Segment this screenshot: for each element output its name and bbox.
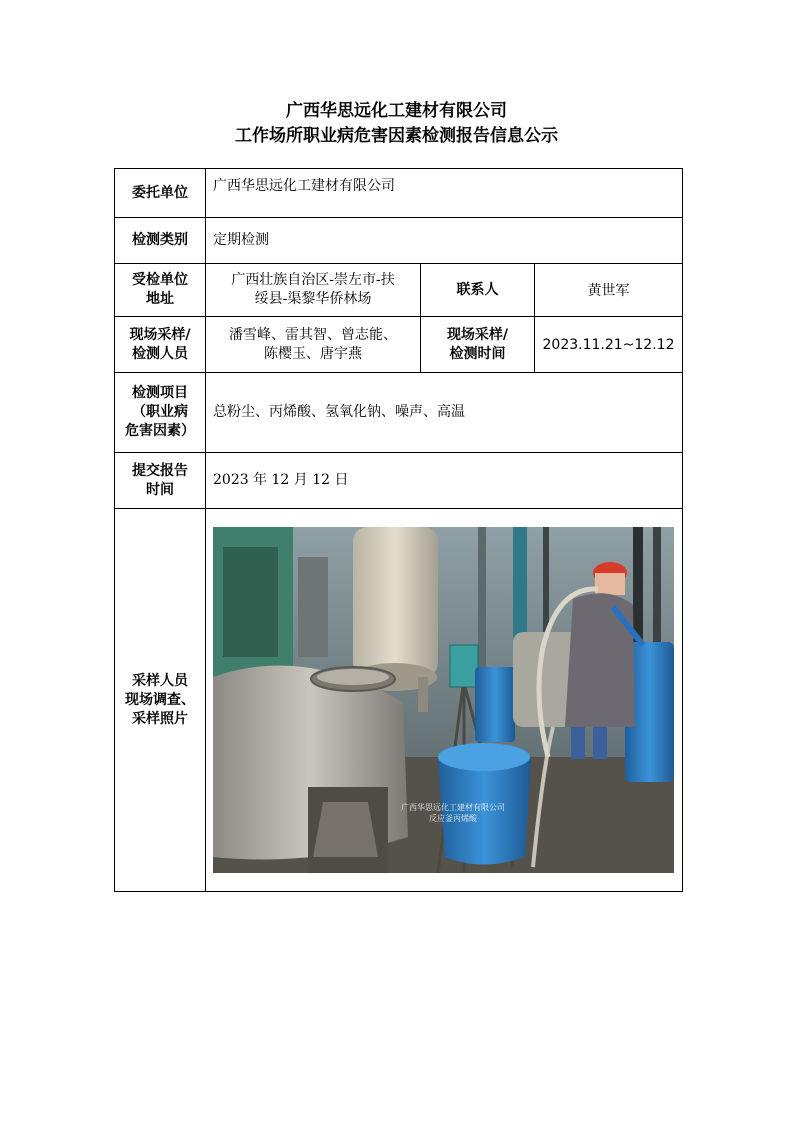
- photo-caption: [373, 802, 533, 824]
- submit-value: 2023 年 12 月 12 日: [206, 453, 683, 509]
- address-value-line1: 广西壮族自治区-崇左市-扶: [231, 272, 395, 288]
- report-title: 工作场所职业病危害因素检测报告信息公示: [235, 126, 558, 146]
- photos-label-line1: 采样人员: [132, 672, 188, 689]
- personnel-value-line1: 潘雪峰、雷其智、曾志能、: [229, 326, 397, 343]
- row-address: [115, 264, 683, 317]
- contact-label: 联系人: [421, 264, 535, 317]
- row-submit: [115, 453, 683, 509]
- submit-label-line2: 时间: [146, 481, 174, 498]
- items-value: 总粉尘、丙烯酸、氢氧化钠、噪声、高温: [206, 373, 683, 453]
- submit-label: [115, 453, 206, 509]
- submit-label-line1: 提交报告: [132, 462, 188, 479]
- client-label: 委托单位: [115, 169, 206, 218]
- sampling-time-label-line2: 检测时间: [449, 345, 506, 362]
- row-photos: [115, 509, 683, 892]
- items-label-line2: （职业病: [132, 404, 188, 420]
- items-label-line1: 检测项目: [132, 385, 188, 401]
- site-photo: [213, 527, 674, 873]
- items-label: [115, 373, 206, 453]
- personnel-value: [206, 317, 421, 373]
- personnel-value-line2: 陈樱玉、唐宇燕: [264, 345, 362, 362]
- personnel-label-line2: 检测人员: [132, 345, 188, 362]
- personnel-label-line1: 现场采样/: [129, 326, 191, 343]
- category-label: 检测类别: [115, 218, 206, 264]
- row-category: [115, 218, 683, 264]
- personnel-label: [115, 317, 206, 373]
- category-value: 定期检测: [206, 218, 683, 264]
- client-value: 广西华思远化工建材有限公司: [206, 169, 683, 218]
- photos-cell: [206, 509, 683, 892]
- photo-caption-line1: 广西华思远化工建材有限公司: [401, 803, 505, 812]
- sampling-time-value: 2023.11.21~12.12: [535, 317, 683, 373]
- row-personnel: [115, 317, 683, 373]
- info-table: [114, 168, 683, 892]
- address-value-line2: 绥县-渠黎华侨林场: [254, 291, 372, 307]
- contact-value: 黄世军: [535, 264, 683, 317]
- photos-label-line2: 现场调查、: [125, 691, 195, 708]
- row-client: [115, 169, 683, 218]
- address-label-line1: 受检单位: [132, 272, 188, 288]
- row-items: [115, 373, 683, 453]
- sampling-time-label: [421, 317, 535, 373]
- company-title: 广西华思远化工建材有限公司: [286, 101, 507, 121]
- address-label-line2: 地址: [146, 291, 174, 307]
- address-value: [206, 264, 421, 317]
- sampling-time-label-line1: 现场采样/: [446, 326, 509, 343]
- photos-label: [115, 509, 206, 892]
- items-label-line3: 危害因素）: [125, 423, 195, 439]
- photo-caption-line2: 反应釜丙烯酸: [429, 814, 477, 823]
- photos-label-line3: 采样照片: [132, 710, 188, 727]
- address-label: [115, 264, 206, 317]
